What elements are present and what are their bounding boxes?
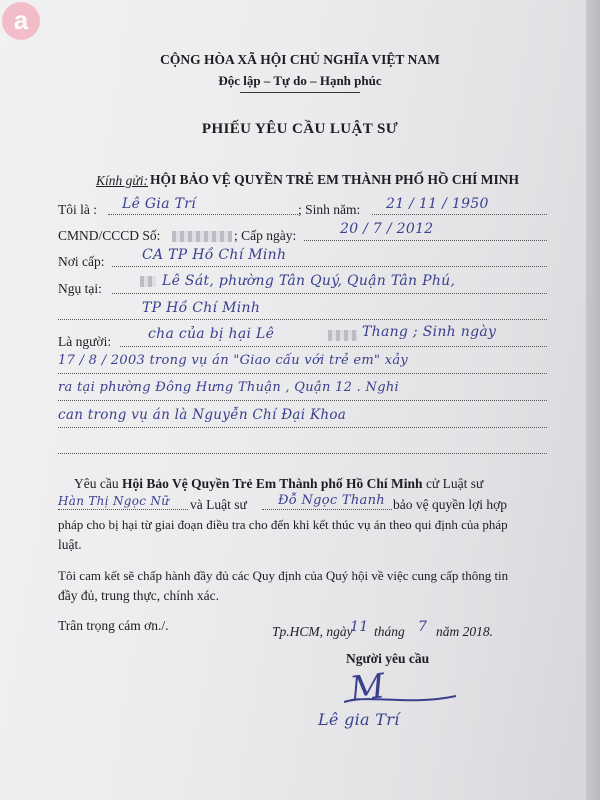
- country-heading: CỘNG HÒA XÃ HỘI CHỦ NGHĨA VIỆT NAM: [160, 52, 440, 67]
- recipient-label: Kính gửi:: [96, 173, 148, 188]
- name-label: Tôi là :: [58, 202, 97, 217]
- lawyer2-name: Đỗ Ngọc Thanh: [278, 493, 385, 508]
- role-label: Là người:: [58, 334, 112, 349]
- request-mid: cử Luật sư: [425, 476, 484, 491]
- motto: Độc lập – Tự do – Hạnh phúc: [218, 73, 382, 88]
- issue-date-value: 20 / 7 / 2012: [340, 221, 434, 237]
- role-value-3: ra tại phường Đông Hưng Thuận , Quận 12 . Nghi: [58, 380, 399, 395]
- birth-line: [372, 214, 547, 215]
- address-value-2: TP Hồ Chí Minh: [142, 300, 261, 316]
- role-line-2: [58, 373, 547, 374]
- role-value-4: can trong vụ án là Nguyễn Chí Đại Khoa: [58, 407, 347, 423]
- address-line-2: [58, 319, 547, 320]
- request-paragraph-line1: [74, 476, 483, 492]
- address-line-1: [112, 293, 547, 294]
- signer-name: Lê gia Trí: [318, 710, 400, 729]
- recipient-name: HỘI BẢO VỆ QUYỀN TRẺ EM THÀNH PHỐ HỒ CHÍ MINH: [150, 172, 520, 187]
- request-end: bảo vệ quyền lợi hợp: [393, 497, 508, 512]
- id-label: CMND/CCCD Số:: [58, 228, 161, 243]
- address-value-1: Lê Sát, phường Tân Quý, Quận Tân Phú,: [162, 273, 456, 289]
- commitment-line1: Tôi cam kết sẽ chấp hành đầy đủ các Quy định của Quý hội về việc cung cấp thông tin: [58, 568, 509, 583]
- request-and: và Luật sư: [190, 497, 247, 512]
- watermark-logo: a: [2, 2, 40, 40]
- issue-date-label: ; Cấp ngày:: [234, 228, 297, 243]
- birth-value: 21 / 11 / 1950: [386, 196, 489, 212]
- birth-label: ; Sinh năm:: [298, 202, 361, 217]
- name-value: Lê Gia Trí: [122, 196, 196, 212]
- role-line-1: [120, 346, 547, 347]
- date-day: 11: [350, 619, 369, 635]
- date-month-label: tháng: [374, 624, 405, 639]
- address-label: Ngụ tại:: [58, 281, 102, 296]
- issue-place-label: Nơi cấp:: [58, 254, 105, 269]
- signature-stroke: [340, 690, 460, 710]
- name-line: [108, 214, 298, 215]
- requester-role: Người yêu cầu: [346, 651, 430, 666]
- request-line3: luật.: [58, 537, 82, 552]
- request-organization: Hội Bảo Vệ Quyền Trẻ Em Thành phố Hồ Chí Minh: [121, 476, 423, 491]
- role-value-1: cha của bị hại Lê: [148, 326, 275, 342]
- redacted-house-number: [140, 276, 156, 287]
- lawyer1-line: [58, 509, 188, 510]
- signature-mark: M: [348, 666, 388, 710]
- request-start: Yêu cầu: [74, 476, 119, 491]
- issue-date-line: [304, 240, 547, 241]
- date-month: 7: [418, 619, 428, 635]
- request-line2: pháp cho bị hại từ giai đoạn điều tra cho đến khi kết thúc vụ án theo qui định của pháp: [58, 517, 508, 532]
- date-prefix: Tp.HCM, ngày: [272, 624, 353, 639]
- issue-place-value: CA TP Hồ Chí Minh: [142, 247, 287, 263]
- form-title: PHIẾU YÊU CẦU LUẬT SƯ: [201, 121, 399, 137]
- redacted-victim-name: [328, 330, 358, 341]
- motto-underline: [240, 92, 360, 93]
- commitment-line2: đầy đủ, trung thực, chính xác.: [58, 588, 220, 603]
- lawyer1-name: Hàn Thị Ngọc Nữ: [58, 494, 170, 508]
- lawyer2-line: [262, 509, 392, 510]
- date-year: năm 2018.: [436, 624, 493, 639]
- closing: Trân trọng cám ơn./.: [58, 618, 169, 633]
- role-line-4: [58, 427, 547, 428]
- role-value-1b: Thang ; Sinh ngày: [362, 324, 497, 340]
- role-value-2: 17 / 8 / 2003 trong vụ án "Giao cấu với trẻ em" xảy: [58, 353, 409, 368]
- issue-place-line: [112, 266, 547, 267]
- role-line-5: [58, 453, 547, 454]
- page-edge: [586, 0, 600, 800]
- redacted-id: [172, 231, 232, 242]
- role-line-3: [58, 400, 547, 401]
